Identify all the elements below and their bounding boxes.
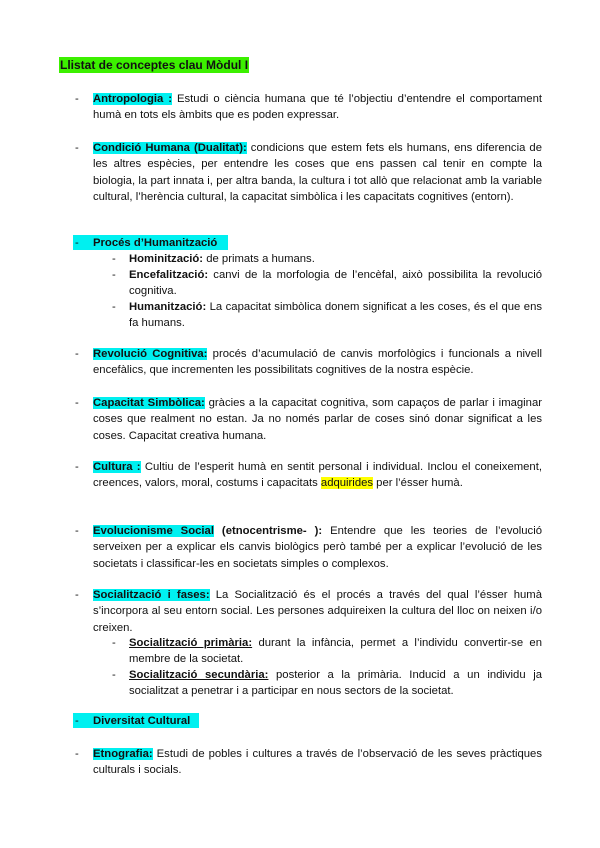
concept-term: Evolucionisme Social: [93, 525, 214, 537]
sub-bullet-dash: -: [112, 301, 116, 313]
sub-bullet-dash: -: [112, 669, 116, 681]
concept-definition: condicions que estem fets els humans, ens diferencia de les altres espècies, per entendre les coses que ens passen cal tenir en compte la biologia, la part innata i, per altra banda, la cultura i tot allò que relacionat amb la variable cultural, l’herència cultural, la capacitat simbòlica i les capacitats cognitives (entorn).: [93, 142, 542, 204]
bullet-dash: -: [75, 237, 79, 249]
sub-concept-term: Socialització primària:: [129, 637, 253, 649]
bullet-dash: -: [75, 93, 79, 105]
concept-condicio-humana: [93, 140, 542, 206]
highlighted-word: adquirides: [320, 477, 374, 490]
concept-term: Capacitat Simbòlica:: [93, 397, 205, 409]
bullet-dash: -: [75, 589, 79, 601]
section-heading: Diversitat Cultural: [93, 715, 191, 727]
concept-definition: La Socialització és el procés a través del qual l’ésser humà s’incorpora al seu entorn social. Les persones adquireixen la cultura del lloc on neixen i/o creixen.: [93, 589, 542, 634]
sub-concept-term: Socialització secundària:: [129, 669, 269, 681]
sub-bullet-dash: -: [112, 269, 116, 281]
concept-term: Revolució Cognitiva:: [93, 348, 208, 360]
sub-concept-term: Encefalització:: [129, 269, 209, 281]
concept-socialitzacio: [93, 587, 542, 636]
concept-cultura: [93, 459, 542, 492]
bullet-dash: -: [75, 748, 79, 760]
bullet-dash: -: [75, 142, 79, 154]
concept-term: Socialització i fases:: [93, 589, 210, 601]
section-heading: Procés d’Humanització: [93, 237, 218, 249]
document-title: Llistat de conceptes clau Mòdul I: [60, 58, 249, 72]
concept-term: Etnografia:: [93, 748, 153, 760]
concept-evolucionisme-social: [93, 523, 542, 572]
concept-term: Condició Humana (Dualitat):: [93, 142, 247, 154]
sub-concept-definition: posterior a la primària. Inducid a un individu ja socialitzat a penetrar i a participar en nous sectors de la societat.: [129, 669, 542, 698]
section-heading-proces: [93, 235, 542, 251]
sub-bullet-dash: -: [112, 253, 116, 265]
bullet-dash: -: [75, 525, 79, 537]
concept-definition: Estudi o ciència humana que té l’objectiu d’entendre el comportament humà en tots els àmbits que es poden expressar.: [93, 93, 542, 122]
concept-definition: Estudi de pobles i cultures a través de l’observació de les seves pràctiques culturals i socials.: [93, 748, 542, 777]
concept-term: Antropologia :: [93, 93, 173, 105]
sub-concept-term: Humanització:: [129, 301, 207, 313]
concept-term: Cultura :: [93, 461, 141, 473]
concept-capacitat-simbolica: [93, 395, 542, 444]
concept-definition: Entendre que les teories de l’evolució serveixen per a explicar els canvis biològics però també per a explicar l’evolució de les societats i classificar-les en societats simples o complexos.: [93, 525, 542, 570]
sub-concept-socialitzacio-primaria: [129, 635, 542, 668]
sub-concept-humanitzacio: [129, 299, 542, 332]
bullet-dash: -: [75, 348, 79, 360]
sub-concept-definition: de primats a humans.: [203, 253, 315, 265]
concept-revolucio-cognitiva: [93, 346, 542, 379]
bullet-dash: -: [75, 461, 79, 473]
concept-definition-end: per l’ésser humà.: [373, 477, 463, 490]
concept-term-suffix: (etnocentrisme- ):: [213, 525, 323, 537]
concept-definition: Cultiu de l’esperit humà en sentit personal i individual. Inclou el coneixement, creences, valors, moral, costums i capacitats: [93, 461, 542, 490]
sub-bullet-dash: -: [112, 637, 116, 649]
concept-definition: procés d’acumulació de canvis morfològics i funcionals a nivell encefàlics, que incrementen les possibilitats cognitives de la nostra espècie.: [93, 348, 542, 377]
sub-concept-definition: La capacitat simbòlica donem significat a les coses, és el que ens fa humans.: [129, 301, 542, 330]
concept-antropologia: [93, 91, 542, 124]
concept-definition: gràcies a la capacitat cognitiva, som capaços de parlar i imaginar coses que realment no estan. Ja no només parlar de coses sinó donar significat a les coses. Capacitat creativa humana.: [93, 397, 543, 442]
bullet-dash: -: [75, 397, 79, 409]
section-heading-diversitat: [93, 713, 542, 729]
concept-etnografia: [93, 746, 542, 779]
sub-concept-encefalitzacio: [129, 267, 542, 300]
sub-concept-hominitzacio: [129, 251, 542, 267]
sub-concept-socialitzacio-secundaria: [129, 667, 542, 700]
sub-concept-definition: durant la infància, permet a l’individu convertir-se en membre de la societat.: [129, 637, 542, 666]
sub-concept-term: Hominització:: [129, 253, 204, 265]
bullet-dash: -: [75, 715, 79, 727]
sub-concept-definition: canvi de la morfologia de l’encèfal, això possibilita la revolució cognitiva.: [129, 269, 542, 298]
